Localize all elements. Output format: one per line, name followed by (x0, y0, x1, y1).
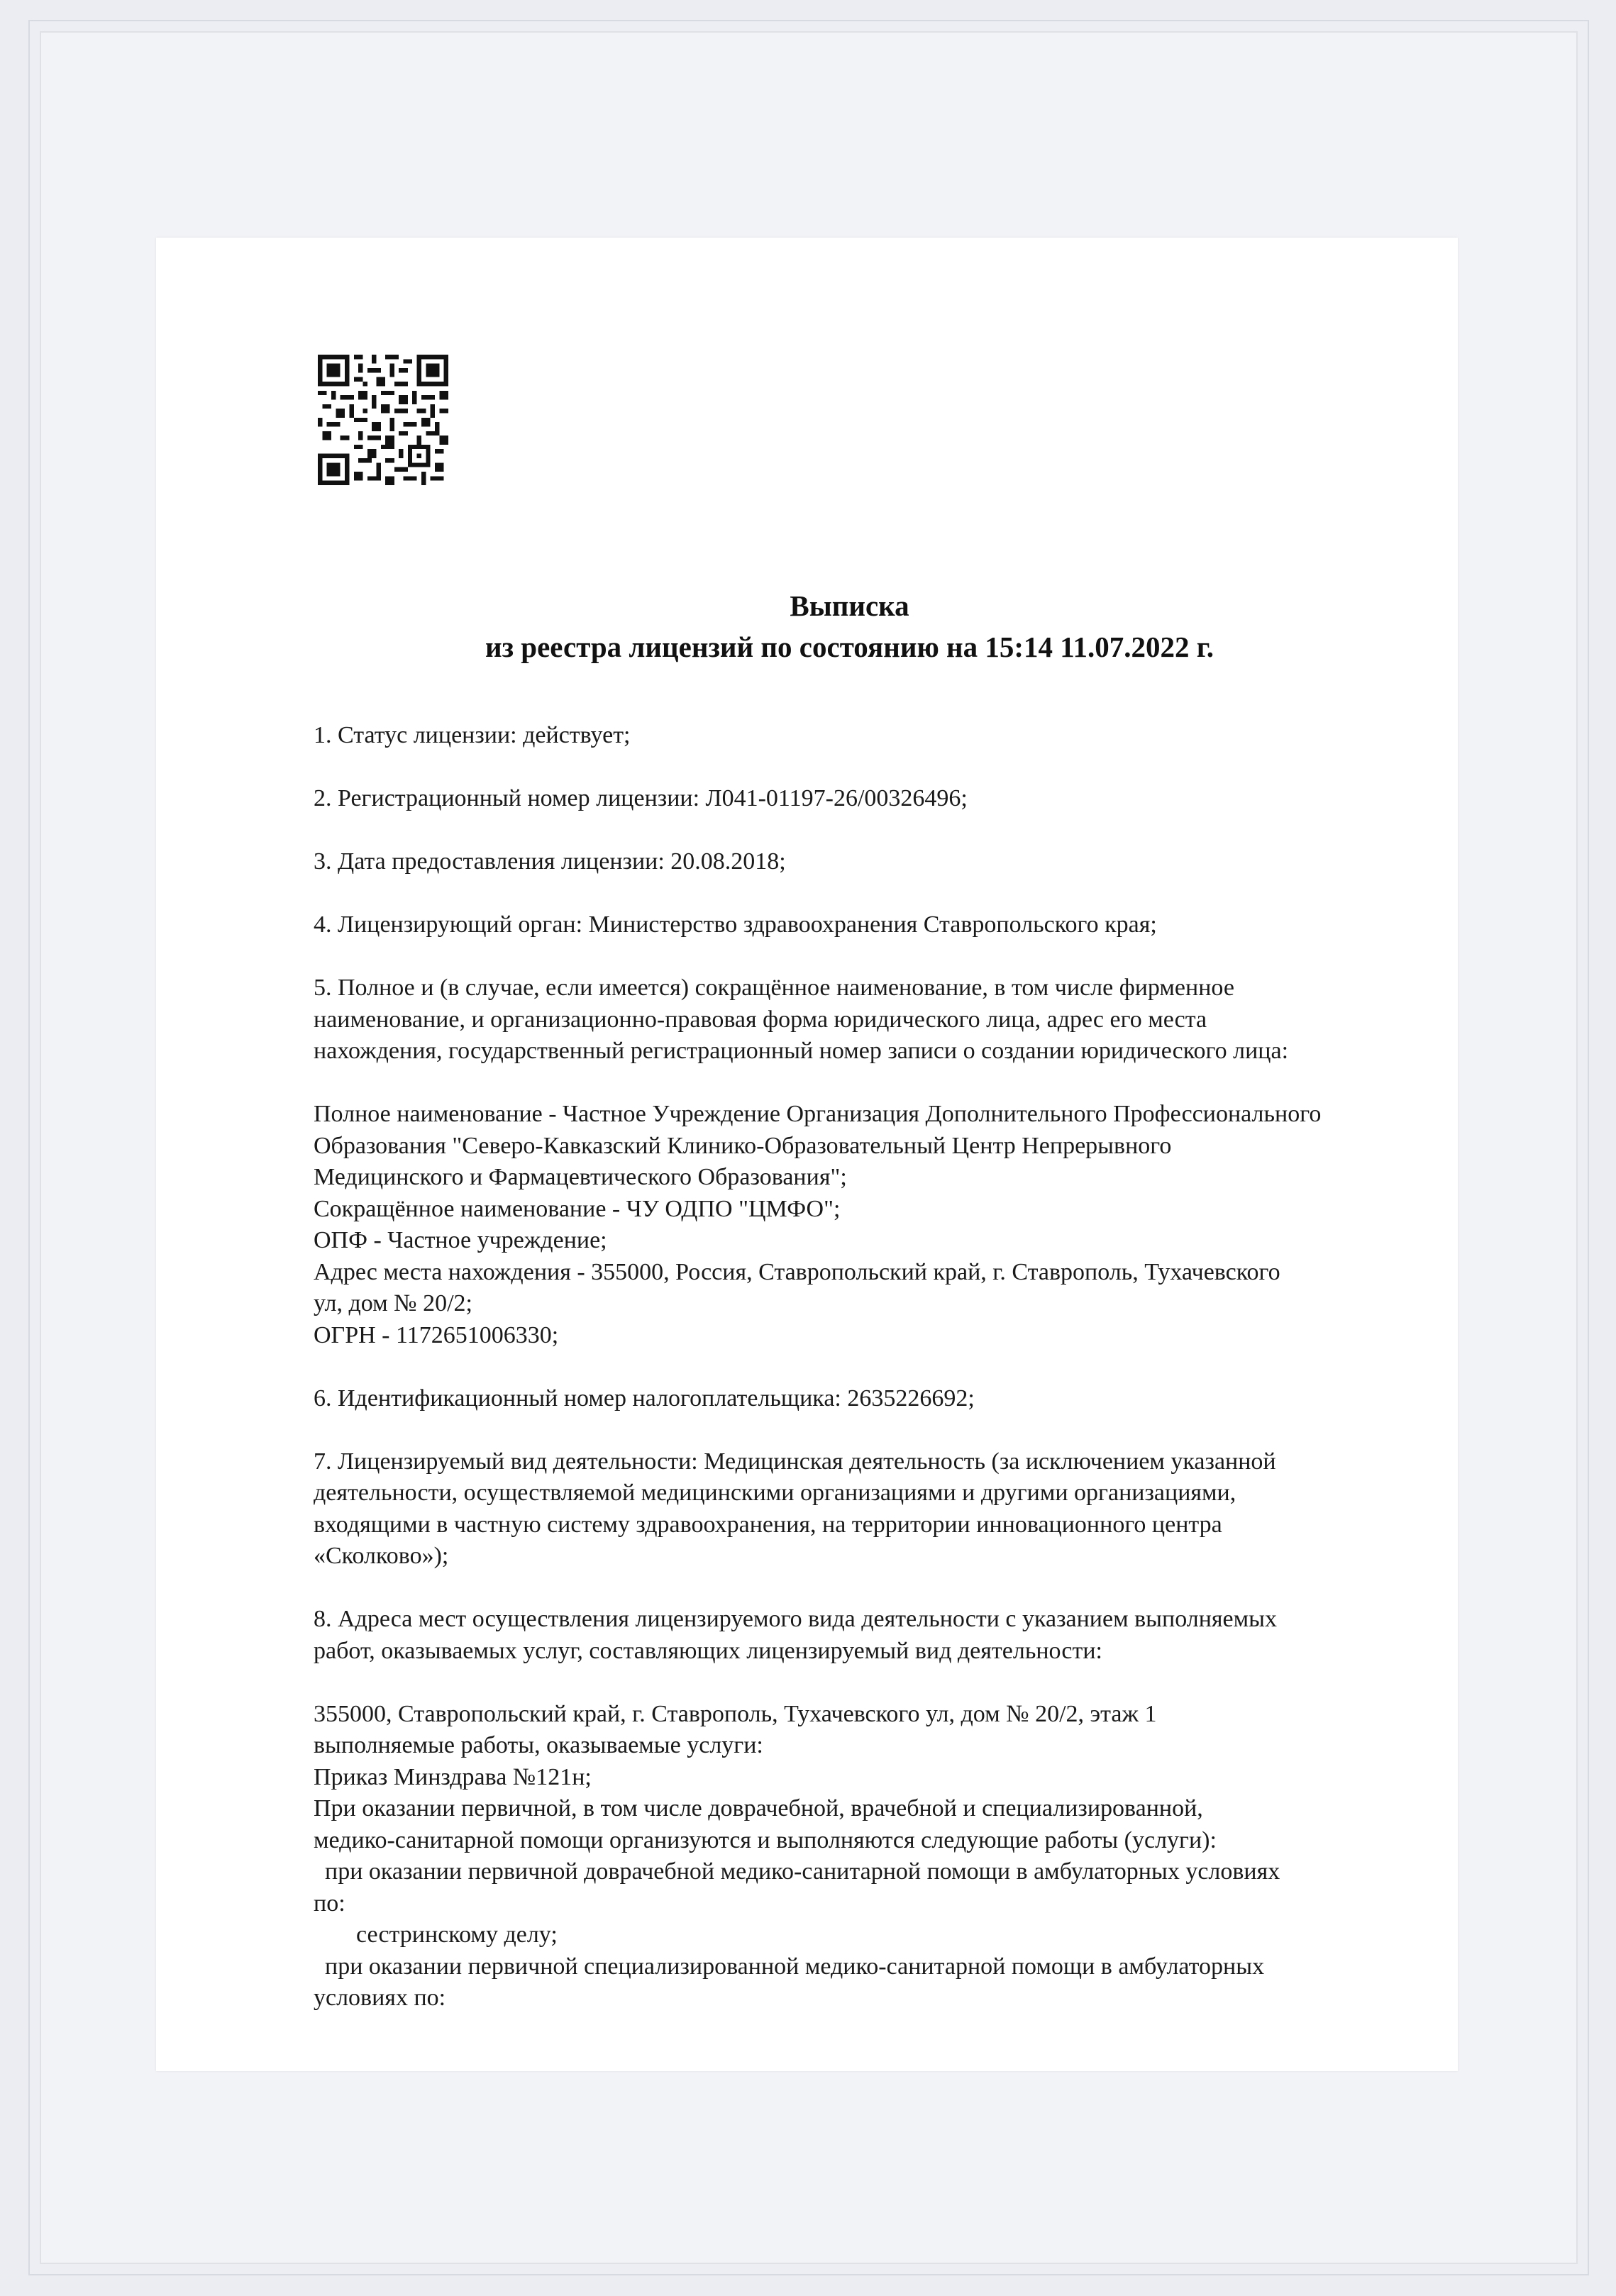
item-license-status: 1. Статус лицензии: действует; (314, 722, 631, 748)
item-licensing-authority: 4. Лицензирующий орган: Министерство здравоохранения Ставропольского края; (314, 911, 1157, 938)
item-names-heading: 5. Полное и (в случае, если имеется) сокращённое наименование, в том числе фирменное (314, 975, 1234, 1001)
place-subitem: при оказании первичной специализированной медико-санитарной помощи в амбулаторных (325, 1953, 1265, 1980)
item-addresses-heading: 8. Адреса мест осуществления лицензируемого вида деятельности с указанием выполняемых (314, 1606, 1277, 1632)
place-text-line: медико-санитарной помощи организуются и выполняются следующие работы (услуги): (314, 1826, 1217, 1853)
document-body (314, 720, 1420, 2014)
org-legal-form: ОПФ - Частное учреждение; (314, 1227, 607, 1253)
item-inn: 6. Идентификационный номер налогоплательщика: 2635226692; (314, 1385, 975, 1412)
item-activity-type-line: «Сколково»); (314, 1543, 449, 1569)
qr-code-icon (318, 355, 448, 485)
place-text-line: условиях по: (314, 1985, 446, 2011)
place-subitem: при оказании первичной доврачебной медико-санитарной помощи в амбулаторных условиях (325, 1858, 1280, 1885)
item-names-heading-line: наименование, и организационно-правовая форма юридического лица, адрес его места (314, 1006, 1207, 1033)
item-registration-number: 2. Регистрационный номер лицензии: Л041-01197-26/00326496; (314, 785, 968, 811)
item-addresses-heading-line: работ, оказываемых услуг, составляющих лицензируемый вид деятельности: (314, 1637, 1102, 1664)
item-license-date: 3. Дата предоставления лицензии: 20.08.2018; (314, 848, 786, 875)
place-order-ref: Приказ Минздрава №121н; (314, 1763, 592, 1790)
place-works-label: выполняемые работы, оказываемые услуги: (314, 1732, 763, 1758)
org-address: Адрес места нахождения - 355000, Россия, Ставропольский край, г. Ставрополь, Тухачевского (314, 1258, 1280, 1285)
org-ogrn: ОГРН - 1172651006330; (314, 1321, 559, 1348)
place-text-line: При оказании первичной, в том числе доврачебной, врачебной и специализированной, (314, 1795, 1203, 1821)
place-address: 355000, Ставропольский край, г. Ставрополь, Тухачевского ул, дом № 20/2, этаж 1 (314, 1700, 1157, 1727)
item-activity-type-line: входящими в частную систему здравоохранения, на территории инновационного центра (314, 1511, 1222, 1538)
item-names-heading-line: нахождения, государственный регистрационный номер записи о создании юридического лица: (314, 1038, 1289, 1064)
item-activity-type: 7. Лицензируемый вид деятельности: Медицинская деятельность (за исключением указанной (314, 1448, 1276, 1475)
org-address-line: ул, дом № 20/2; (314, 1290, 472, 1316)
document-page (156, 238, 1458, 2071)
place-service: сестринскому делу; (356, 1921, 558, 1948)
org-full-name: Полное наименование - Частное Учреждение Организация Дополнительного Профессионального (314, 1101, 1322, 1127)
document-title-block (156, 585, 1458, 667)
document-subtitle: из реестра лицензий по состоянию на 15:14 11.07.2022 г. (485, 631, 1214, 663)
item-activity-type-line: деятельности, осуществляемой медицинскими организациями и другими организациями, (314, 1480, 1236, 1506)
org-short-name: Сокращённое наименование - ЧУ ОДПО "ЦМФО"; (314, 1195, 841, 1222)
org-full-name-line: Образования "Северо-Кавказский Клинико-Образовательный Центр Непрерывного (314, 1132, 1172, 1159)
org-full-name-line: Медицинского и Фармацевтического Образования"; (314, 1164, 847, 1190)
document-title: Выписка (790, 589, 909, 622)
place-text-line: по: (314, 1890, 345, 1917)
